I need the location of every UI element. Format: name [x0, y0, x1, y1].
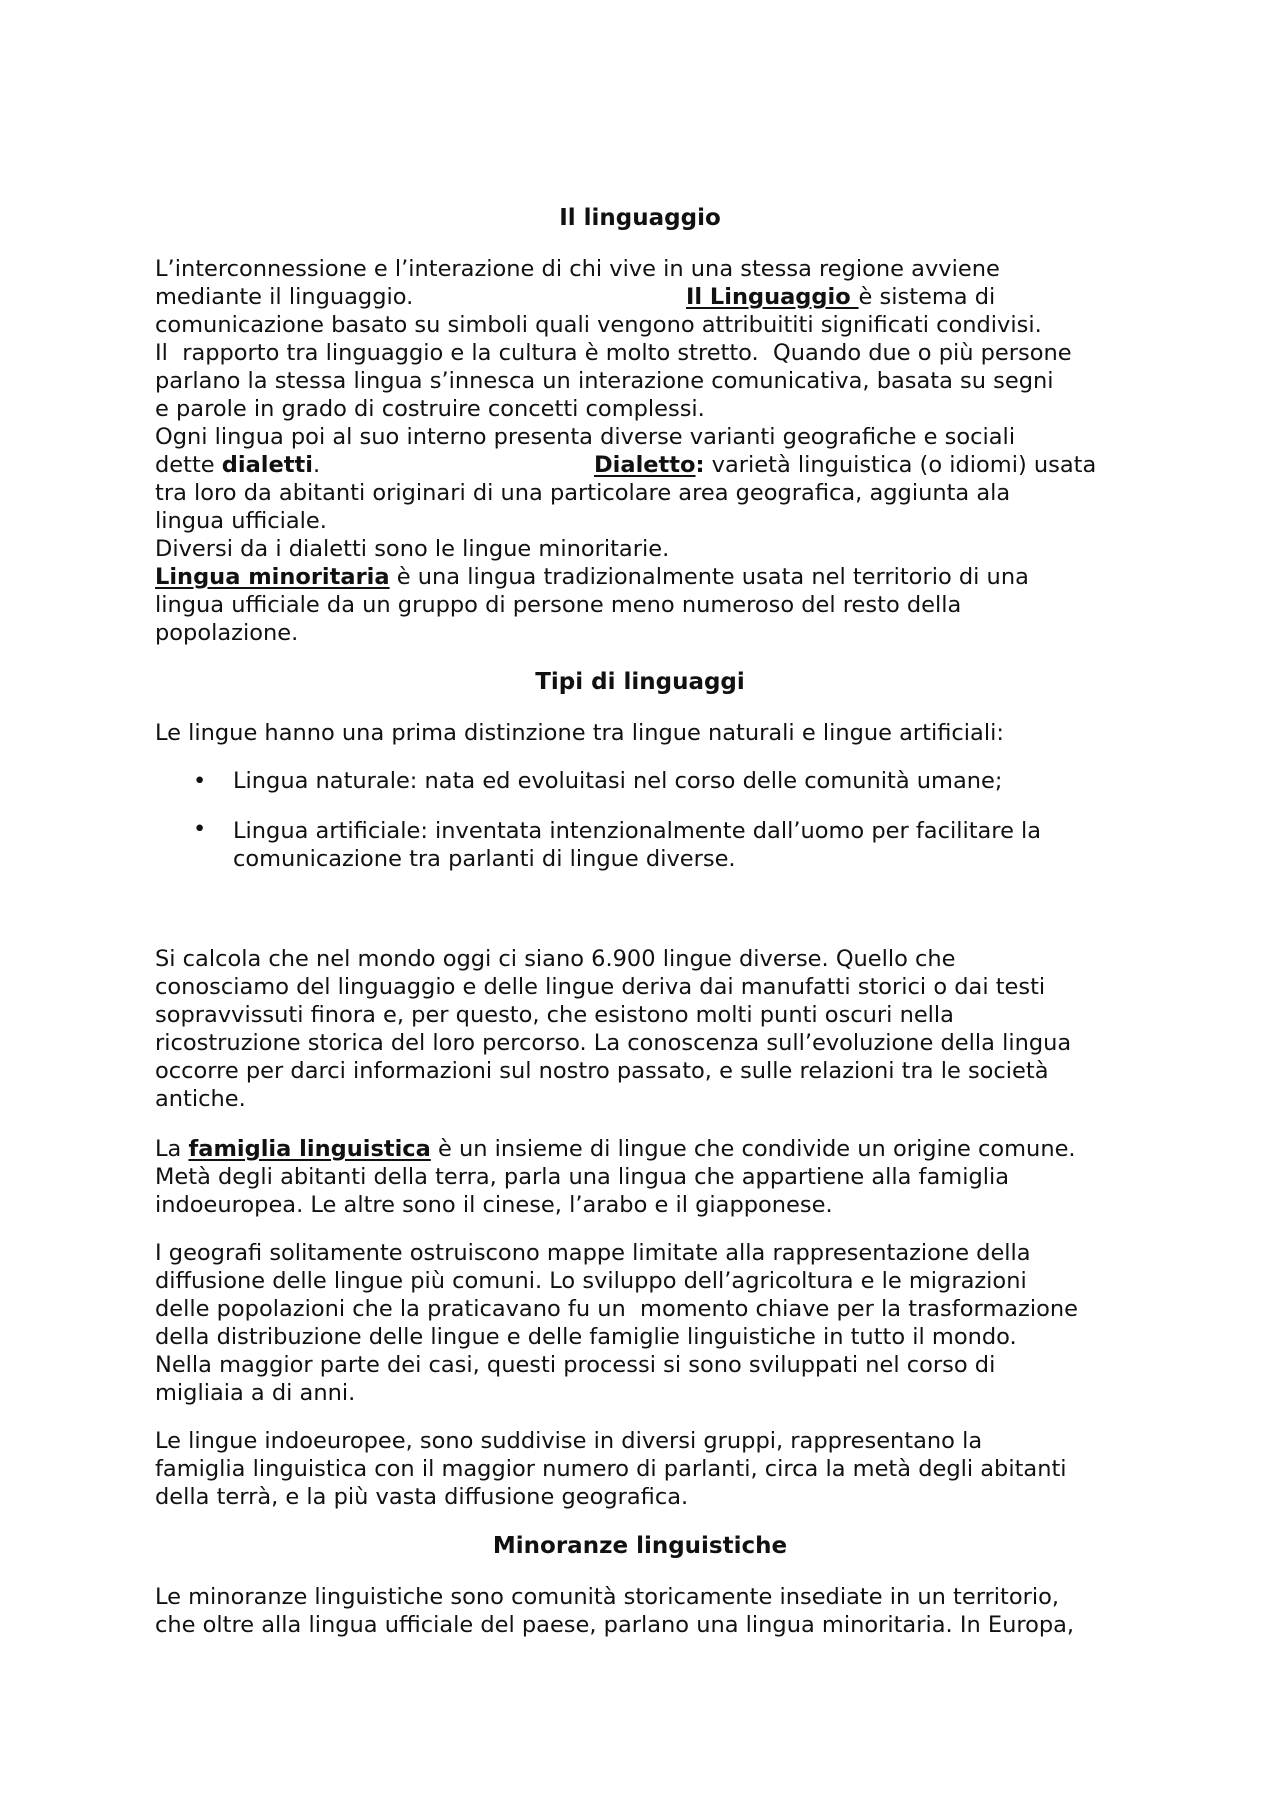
text-line: Il Linguaggio è sistema di	[686, 284, 996, 310]
text-line: Le lingue indoeuropee, sono suddivise in diversi gruppi, rappresentano la	[155, 1428, 983, 1454]
list-item-text: Lingua artificiale: inventata intenzionalmente dall’uomo per facilitare la	[233, 818, 1042, 844]
page-title: Il linguaggio	[559, 205, 721, 231]
text-line: Nella maggior parte dei casi, questi processi si sono sviluppati nel corso di	[155, 1352, 996, 1378]
section-heading-tipi: Tipi di linguaggi	[535, 669, 745, 695]
text-line: Dialetto: varietà linguistica (o idiomi) usata	[594, 452, 1097, 478]
text-line: ricostruzione storica del loro percorso. La conoscenza sull’evoluzione della lingua	[155, 1030, 1072, 1056]
text-line: occorre per darci informazioni sul nostro passato, e sulle relazioni tra le società	[155, 1058, 1049, 1084]
list-item-text: Lingua naturale: nata ed evoluitasi nel corso delle comunità umane;	[233, 768, 1003, 794]
text-line: della distribuzione delle lingue e delle famiglie linguistiche in tutto il mondo.	[155, 1324, 1017, 1350]
text-line: L’interconnessione e l’interazione di chi vive in una stessa regione avviene	[155, 256, 1000, 282]
text-line: migliaia a di anni.	[155, 1380, 356, 1406]
term-famiglia-linguistica: famiglia linguistica	[188, 1136, 431, 1162]
text-line: conosciamo del linguaggio e delle lingue deriva dai manufatti storici o dai testi	[155, 974, 1046, 1000]
text-line: che oltre alla lingua ufficiale del paese, parlano una lingua minoritaria. In Europa,	[155, 1612, 1075, 1638]
text-line: Le lingue hanno una prima distinzione tra lingue naturali e lingue artificiali:	[155, 720, 1004, 746]
text-line: tra loro da abitanti originari di una particolare area geografica, aggiunta ala	[155, 480, 1011, 506]
text-line: dette dialetti.	[155, 452, 321, 478]
term-dialetto: Dialetto	[594, 452, 696, 478]
text-line: Lingua minoritaria è una lingua tradizionalmente usata nel territorio di una	[155, 564, 1029, 590]
text-line: della terrà, e la più vasta diffusione geografica.	[155, 1484, 689, 1510]
text-line: diffusione delle lingue più comuni. Lo sviluppo dell’agricoltura e le migrazioni	[155, 1268, 1027, 1294]
text-line: mediante il linguaggio.	[155, 284, 414, 310]
text-line: Le minoranze linguistiche sono comunità storicamente insediate in un territorio,	[155, 1584, 1060, 1610]
text-line: delle popolazioni che la praticavano fu un momento chiave per la trasformazione	[155, 1296, 1078, 1322]
term-linguaggio: Il Linguaggio	[686, 284, 859, 310]
text-line: lingua ufficiale da un gruppo di persone meno numeroso del resto della	[155, 592, 962, 618]
text-line: famiglia linguistica con il maggior numero di parlanti, circa la metà degli abitanti	[155, 1456, 1067, 1482]
text-line: Diversi da i dialetti sono le lingue minoritarie.	[155, 536, 670, 562]
text-line: Si calcola che nel mondo oggi ci siano 6.900 lingue diverse. Quello che	[155, 946, 956, 972]
term-lingua-minoritaria: Lingua minoritaria	[155, 564, 390, 590]
section-heading-minoranze: Minoranze linguistiche	[492, 1533, 788, 1559]
text-line: indoeuropea. Le altre sono il cinese, l’arabo e il giapponese.	[155, 1192, 833, 1218]
text-line: e parole in grado di costruire concetti complessi.	[155, 396, 705, 422]
text-line: lingua ufficiale.	[155, 508, 327, 534]
text-line: I geografi solitamente ostruiscono mappe limitate alla rappresentazione della	[155, 1240, 1031, 1266]
text-line: Ogni lingua poi al suo interno presenta diverse varianti geografiche e sociali	[155, 424, 1016, 450]
text-line: antiche.	[155, 1086, 246, 1112]
bullet-icon: •	[193, 816, 207, 842]
text-line: Metà degli abitanti della terra, parla una lingua che appartiene alla famiglia	[155, 1164, 1010, 1190]
text-line: La famiglia linguistica è un insieme di lingue che condivide un origine comune.	[155, 1136, 1076, 1162]
list-item-text: comunicazione tra parlanti di lingue diverse.	[233, 846, 736, 872]
text-line: sopravvissuti finora e, per questo, che esistono molti punti oscuri nella	[155, 1002, 954, 1028]
text-line: Il rapporto tra linguaggio e la cultura è molto stretto. Quando due o più persone	[155, 340, 1072, 366]
text-line: parlano la stessa lingua s’innesca un interazione comunicativa, basata su segni	[155, 368, 1054, 394]
bullet-icon: •	[193, 768, 207, 794]
term-dialetti: dialetti	[221, 452, 313, 478]
text-line: popolazione.	[155, 620, 299, 646]
text-line: comunicazione basato su simboli quali vengono attribuititi significati condivisi.	[155, 312, 1042, 338]
